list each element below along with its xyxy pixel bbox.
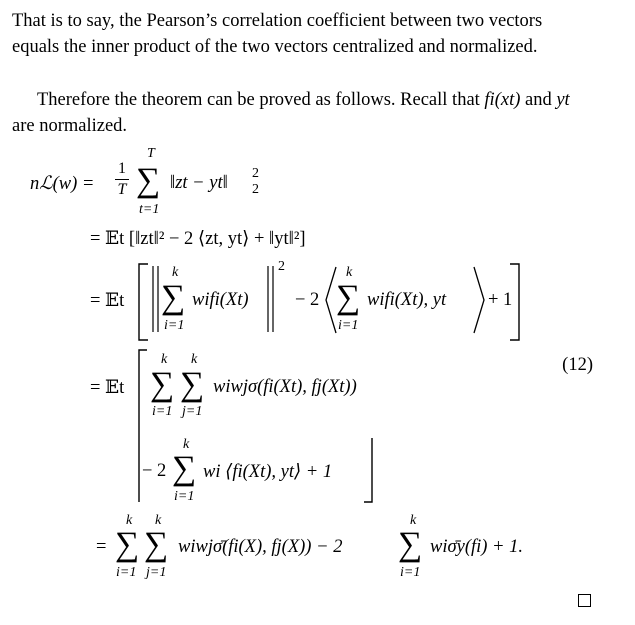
frac-bar: [115, 179, 129, 180]
eq-line6-sum-top-j: k: [155, 513, 162, 528]
eq-line3-body1: wifi(Xt): [192, 290, 249, 310]
equation-number: (12): [562, 355, 593, 375]
eq-line6-eq: =: [96, 537, 107, 557]
eq-line3-exp: 2: [278, 259, 285, 274]
sum-icon: ∑: [136, 162, 161, 199]
eq-line3-body2: wifi(Xt), yt: [367, 290, 447, 310]
eq-line1-fraction: [115, 160, 129, 199]
eq-line3-lhs: = 𝔼t: [90, 291, 125, 311]
eq-line1-sum-bot: t=1: [139, 202, 160, 217]
frac-numerator: 1: [118, 160, 126, 177]
eq-line1-exp: 2: [252, 166, 259, 181]
sum-icon: ∑: [161, 279, 186, 316]
eq-line6-sum2-top: k: [410, 513, 417, 528]
eq-line3-sum2-bot: i=1: [338, 318, 359, 333]
eq-line3-minus: − 2: [295, 290, 320, 310]
sum-icon: ∑: [115, 526, 140, 563]
paragraph-2-math-fi: fi(xt): [484, 90, 521, 110]
eq-line3-sum-top: k: [172, 265, 179, 280]
paragraph-2-text: Therefore the theorem can be proved as follows. Recall that: [37, 90, 480, 110]
paragraph-2-and: and: [520, 90, 557, 110]
eq-line4-sum-bot-j: j=1: [182, 404, 203, 419]
eq-line5-body: wi ⟨fi(Xt), yt⟩ + 1: [203, 462, 333, 482]
qed-icon: [578, 594, 591, 607]
eq-line1-lhs: nℒ(w) =: [30, 174, 95, 194]
sum-icon: ∑: [336, 279, 361, 316]
double-bar-icon: [265, 266, 277, 332]
eq-line5-sum-top: k: [183, 437, 190, 452]
paragraph-2-tail: are normalized.: [12, 116, 128, 136]
eq-line6-sum2-bot: i=1: [400, 565, 421, 580]
right-angle-icon: [472, 266, 486, 334]
eq-line4-lhs: = 𝔼t: [90, 378, 125, 398]
eq-line4-body: wiwjσ(fi(Xt), fj(Xt)): [213, 377, 357, 397]
eq-line1-sub: 2: [252, 182, 259, 197]
eq-line5-sum-bot: i=1: [174, 489, 195, 504]
eq-line6-sum-bot-i: i=1: [116, 565, 137, 580]
eq-line6-sum-bot-j: j=1: [146, 565, 167, 580]
eq-line4-sum-top-j: k: [191, 352, 198, 367]
paragraph-2-math-yt: yt: [556, 90, 570, 110]
sum-icon: ∑: [398, 526, 423, 563]
right-bracket-icon: [508, 262, 522, 342]
frac-denominator: T: [117, 181, 127, 198]
sum-icon: ∑: [180, 366, 205, 403]
paragraph-1: That is to say, the Pearson’s correlation coefficient between two vectors equals the inner product of the two vectors centralized and normalized.: [12, 11, 543, 57]
eq-line6-body2: wiσ̄y(fi) + 1.: [430, 537, 524, 557]
sum-icon: ∑: [144, 526, 169, 563]
eq-line3-plus: + 1: [488, 290, 513, 310]
eq-line1-sum-top: T: [147, 146, 155, 161]
eq-line6-body1: wiwjσ̄(fi(X), fj(X)) − 2: [178, 537, 343, 557]
eq-line2: = 𝔼t [‖zt‖² − 2 ⟨zt, yt⟩ + ‖yt‖²]: [90, 229, 306, 249]
eq-line3-sum-bot: i=1: [164, 318, 185, 333]
eq-line4-sum-bot-i: i=1: [152, 404, 173, 419]
eq-line1-body: ‖zt − yt‖: [170, 173, 228, 193]
paragraph-2: [12, 87, 592, 139]
sum-icon: ∑: [150, 366, 175, 403]
right-bracket-icon: [362, 436, 376, 504]
eq-line4-sum-top-i: k: [161, 352, 168, 367]
eq-line3-sum2-top: k: [346, 265, 353, 280]
eq-line6-sum-top-i: k: [126, 513, 133, 528]
eq-line5-minus: − 2: [142, 461, 167, 481]
sum-icon: ∑: [172, 450, 197, 487]
